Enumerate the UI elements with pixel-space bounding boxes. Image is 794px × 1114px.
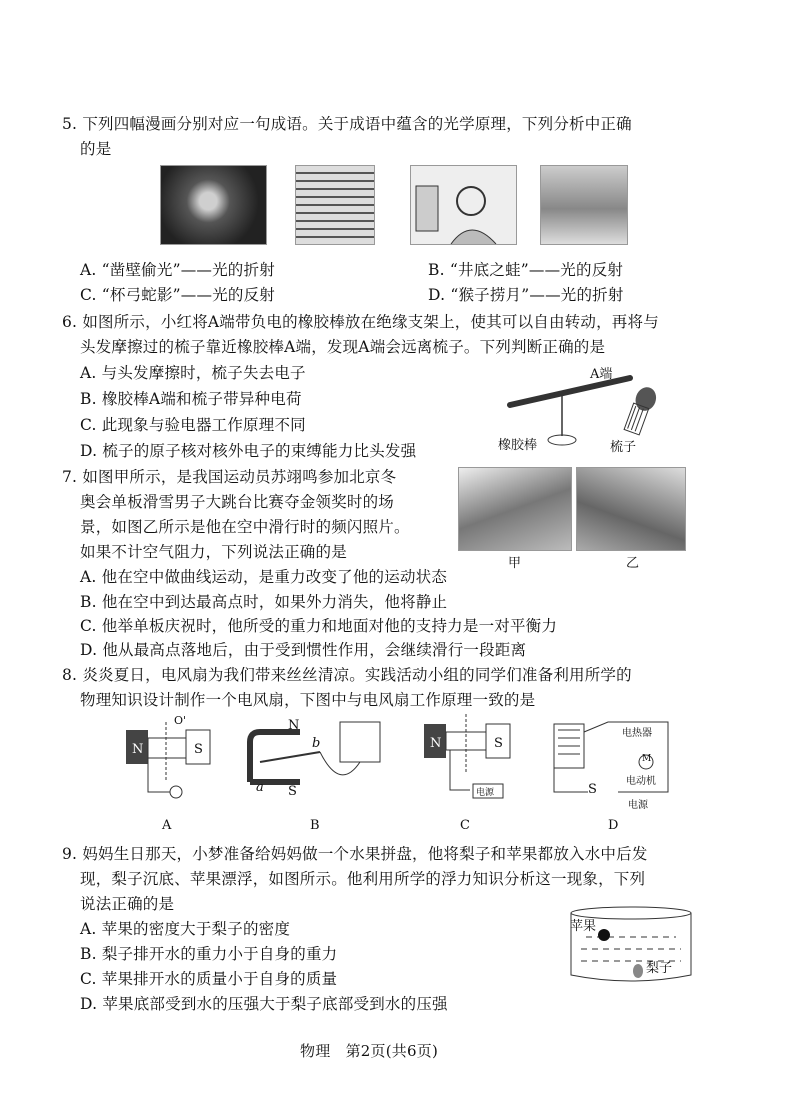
q7-stem-line3: 景，如图乙所示是他在空中滑行时的频闪照片。 [80,518,410,536]
q9-stem-line2: 现，梨子沉底、苹果漂浮，如图所示。他利用所学的浮力知识分析这一现象，下列 [80,870,646,888]
q7-photo-jia [458,467,572,551]
q8-b-s: S [288,784,297,799]
q7-option-b: B. 他在空中到达最高点时，如果外力消失，他将静止 [80,593,448,611]
q8-b-n: N [288,718,300,733]
q6-option-b: B. 橡胶棒A端和梳子带异种电荷 [80,390,302,408]
q9-apple-label: 苹果 [570,919,597,934]
q8-stem-line2: 物理知识设计制作一个电风扇，下图中与电风扇工作原理一致的是 [80,691,536,709]
q5-stem-line1: 5. 下列四幅漫画分别对应一句成语。关于成语中蕴含的光学原理，下列分析中正确 [62,115,632,133]
q8-figure-c [418,712,518,812]
q8-b-a: a [256,780,264,795]
q7-stem-line2: 奥会单板滑雪男子大跳台比赛夺金领奖时的场 [80,493,395,511]
q8-c-power: 电源 [476,788,495,798]
q5-image-c [410,165,517,245]
q8-a-s: S [194,742,203,757]
q7-option-a: A. 他在空中做曲线运动，是重力改变了他的运动状态 [80,568,448,586]
q7-stem-line1: 7. 如图甲所示，是我国运动员苏翊鸣参加北京冬 [62,468,397,486]
q9-option-a: A. 苹果的密度大于梨子的密度 [80,920,291,938]
q8-a-n: N [132,742,144,757]
q5-option-b: B. “井底之蛙”——光的反射 [428,261,624,279]
q8-c-n: N [430,736,442,751]
q6-stem-line2: 头发摩擦过的梳子靠近橡胶棒A端，发现A端会远离梳子。下列判断正确的是 [80,338,606,356]
q9-figure [566,905,696,985]
q6-option-c: C. 此现象与验电器工作原理不同 [80,416,306,434]
q8-d-power: 电源 [628,800,648,811]
q8-figure-b [240,712,390,812]
q8-c-s: S [494,736,503,751]
q8-letter-d: D [608,818,619,833]
q9-option-d: D. 苹果底部受到水的压强大于梨子底部受到水的压强 [80,995,448,1013]
q9-pear-label: 梨子 [646,961,673,976]
q9-option-c: C. 苹果排开水的质量小于自身的质量 [80,970,338,988]
q5-stem-line2: 的是 [80,140,112,158]
q9-option-b: B. 梨子排开水的重力小于自身的重力 [80,945,338,963]
q8-letter-b: B [310,818,320,833]
q8-d-s: S [588,782,597,797]
q7-photo-yi [576,467,686,551]
q8-d-heater: 电热器 [622,728,652,739]
q6-stem-line1: 6. 如图所示，小红将A端带负电的橡胶棒放在绝缘支架上，使其可以自由转动，再将与 [62,313,659,331]
q8-letter-a: A [162,818,172,833]
q9-stem-line1: 9. 妈妈生日那天，小梦准备给妈妈做一个水果拼盘，他将梨子和苹果都放入水中后发 [62,845,648,863]
q7-label-jia: 甲 [508,556,522,571]
q8-d-motor: 电动机 [626,776,656,787]
q8-letter-c: C [460,818,470,833]
q7-option-d: D. 他从最高点落地后，由于受到惯性作用，会继续滑行一段距离 [80,641,527,659]
q6-option-a: A. 与头发摩擦时，梳子失去电子 [80,364,306,382]
q6-comb-label: 梳子 [610,440,637,455]
q5-image-c-drawing [411,166,516,244]
q8-figure-a [118,712,218,812]
q6-figure [490,360,670,460]
q7-option-c: C. 他举单板庆祝时，他所受的重力和地面对他的支持力是一对平衡力 [80,617,558,635]
q5-option-a: A. “凿壁偷光”——光的折射 [80,261,275,279]
q7-label-yi: 乙 [626,556,640,571]
q5-image-a [160,165,267,245]
q5-option-c: C. “杯弓蛇影”——光的反射 [80,286,276,304]
q5-option-d: D. “猴子捞月”——光的折射 [428,286,624,304]
q6-rod-label: 橡胶棒 [498,438,538,453]
page-footer: 物理 第2页(共6页) [300,1042,438,1060]
q9-stem-line3: 说法正确的是 [80,895,175,913]
q7-stem-line4: 如果不计空气阻力，下列说法正确的是 [80,543,347,561]
q6-option-d: D. 梳子的原子核对核外电子的束缚能力比头发强 [80,442,417,460]
q8-figure-d [548,712,678,812]
q8-stem-line1: 8. 炎炎夏日，电风扇为我们带来丝丝清凉。实践活动小组的同学们准备利用所学的 [62,666,632,684]
q8-d-m: M [642,754,652,764]
q5-image-b [295,165,375,245]
q5-image-d [540,165,628,245]
q8-a-o: O' [174,714,187,727]
q6-end-label: A端 [590,367,613,382]
q8-b-b: b [312,736,321,751]
